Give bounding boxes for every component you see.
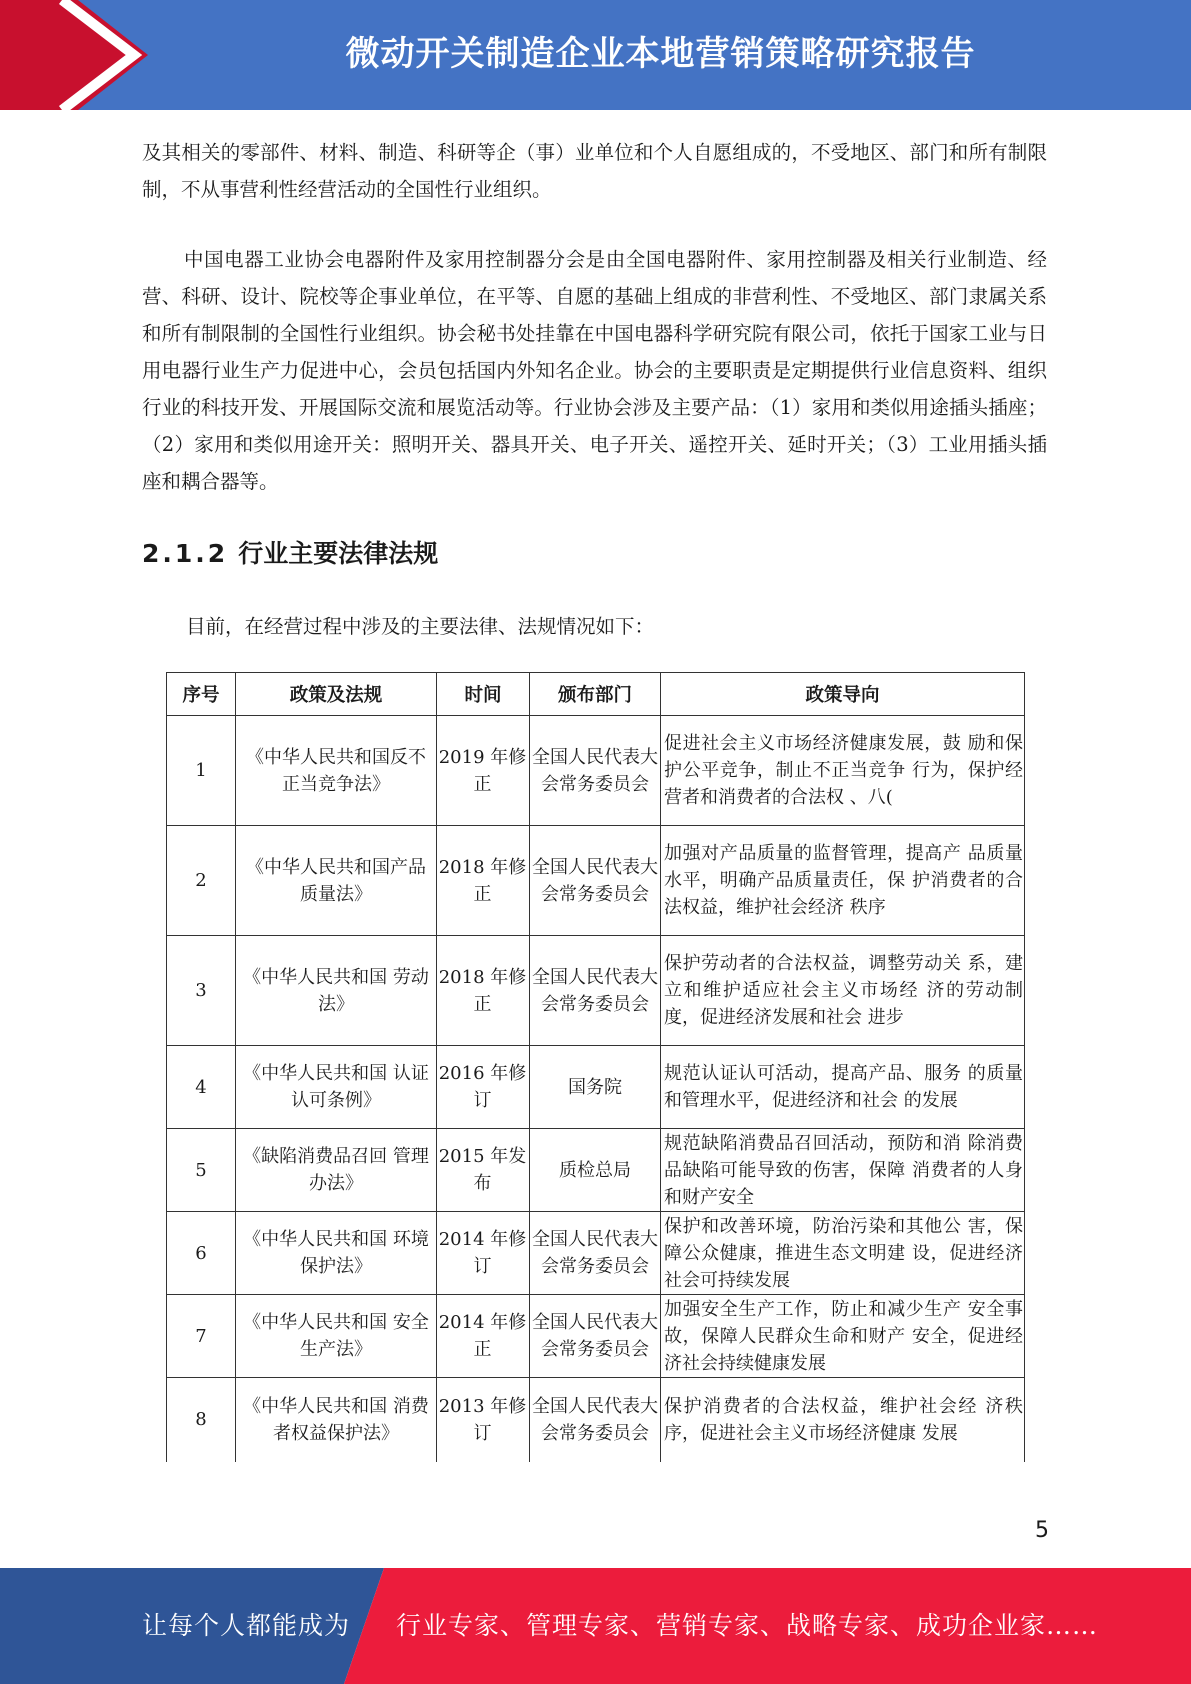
row-no: 3 xyxy=(167,936,236,1046)
row-policy: 规范认证认可活动，提高产品、服务 的质量和管理水平，促进经济和社会 的发展 xyxy=(661,1046,1025,1129)
section-title: 行业主要法律法规 xyxy=(238,539,439,568)
row-policy: 加强对产品质量的监督管理，提高产 品质量水平，明确产品质量责任，保 护消费者的合法权益，维护社会经济 秩序 xyxy=(661,826,1025,936)
laws-table xyxy=(166,672,1025,1462)
row-policy: 促进社会主义市场经济健康发展，鼓 励和保护公平竞争，制止不正当竞争 行为，保护经营者和消费者的合法权 、八( xyxy=(661,716,1025,826)
row-law: 《中华人民共和国 环境保护法》 xyxy=(236,1212,437,1295)
row-time: 2016 年修订 xyxy=(437,1046,530,1129)
page-number: 5 xyxy=(1035,1518,1049,1543)
row-law: 《中华人民共和国产品质量法》 xyxy=(236,826,437,936)
row-policy: 保护劳动者的合法权益，调整劳动关 系，建立和维护适应社会主义市场经 济的劳动制度，促进经济发展和社会 进步 xyxy=(661,936,1025,1046)
section-heading xyxy=(142,534,438,574)
header-policy: 政策导向 xyxy=(661,673,1025,716)
row-no: 7 xyxy=(167,1295,236,1378)
page-header xyxy=(0,0,1191,110)
row-dept: 全国人民代表大会常务委员会 xyxy=(530,1295,661,1378)
paragraph-continued: 及其相关的零部件、材料、制造、科研等企（事）业单位和个人自愿组成的，不受地区、部门和所有制限制，不从事营利性经营活动的全国性行业组织。 xyxy=(142,141,1047,201)
row-dept: 全国人民代表大会常务委员会 xyxy=(530,1212,661,1295)
row-no: 4 xyxy=(167,1046,236,1129)
table-intro: 目前，在经营过程中涉及的主要法律、法规情况如下： xyxy=(186,615,655,638)
row-dept: 全国人民代表大会常务委员会 xyxy=(530,936,661,1046)
row-policy: 加强安全生产工作，防止和减少生产 安全事故，保障人民群众生命和财产 安全，促进经济社会持续健康发展 xyxy=(661,1295,1025,1378)
row-dept: 国务院 xyxy=(530,1046,661,1129)
page-footer xyxy=(0,1568,1191,1684)
table-row xyxy=(167,1378,1025,1462)
row-no: 5 xyxy=(167,1129,236,1212)
row-policy: 保护消费者的合法权益，维护社会经 济秩序，促进社会主义市场经济健康 发展 xyxy=(661,1378,1025,1462)
table-row xyxy=(167,1212,1025,1295)
row-no: 6 xyxy=(167,1212,236,1295)
row-no: 1 xyxy=(167,716,236,826)
section-number: 2.1.2 xyxy=(142,539,229,568)
row-time: 2014 年修正 xyxy=(437,1295,530,1378)
row-time: 2013 年修订 xyxy=(437,1378,530,1462)
footer-slogan-left: 让每个人都能成为 xyxy=(142,1611,351,1640)
header-time: 时间 xyxy=(437,673,530,716)
row-law: 《中华人民共和国 安全生产法》 xyxy=(236,1295,437,1378)
row-law: 《缺陷消费品召回 管理办法》 xyxy=(236,1129,437,1212)
row-time: 2014 年修订 xyxy=(437,1212,530,1295)
row-law: 《中华人民共和国 消费者权益保护法》 xyxy=(236,1378,437,1462)
table-header-row xyxy=(167,673,1025,716)
row-time: 2018 年修正 xyxy=(437,826,530,936)
table-row xyxy=(167,716,1025,826)
row-time: 2019 年修正 xyxy=(437,716,530,826)
row-time: 2015 年发布 xyxy=(437,1129,530,1212)
footer-slogan-right: 行业专家、管理专家、营销专家、战略专家、成功企业家…… xyxy=(396,1611,1099,1640)
table-row xyxy=(167,1129,1025,1212)
row-law: 《中华人民共和国反不正当竞争法》 xyxy=(236,716,437,826)
table-row xyxy=(167,1295,1025,1378)
row-law: 《中华人民共和国 劳动法》 xyxy=(236,936,437,1046)
row-no: 8 xyxy=(167,1378,236,1462)
row-time: 2018 年修正 xyxy=(437,936,530,1046)
header-law: 政策及法规 xyxy=(236,673,437,716)
table-row xyxy=(167,826,1025,936)
row-law: 《中华人民共和国 认证认可条例》 xyxy=(236,1046,437,1129)
header-no: 序号 xyxy=(167,673,236,716)
row-dept: 全国人民代表大会常务委员会 xyxy=(530,826,661,936)
paragraph-association: 中国电器工业协会电器附件及家用控制器分会是由全国电器附件、家用控制器及相关行业制造、经营、科研、设计、院校等企事业单位，在平等、自愿的基础上组成的非营利性、不受地区、部门隶属关系和所有制限制的全国性行业组织。协会秘书处挂靠在中国电器科学研究院有限公司，依托于国家工业与日用电器行业生产力促进中心，会员包括国内外知名企业。协会的主要职责是定期提供行业信息资料、组织行业的科技开发、开展国际交流和展览活动等。行业协会涉及主要产品：（1）家用和类似用途插头插座；（2）家用和类似用途开关：照明开关、器具开关、电子开关、遥控开关、延时开关；（3）工业用插头插座和耦合器等。 xyxy=(142,248,1047,493)
document-title: 微动开关制造企业本地营销策略研究报告 xyxy=(345,34,976,74)
row-policy: 保护和改善环境，防治污染和其他公 害，保障公众健康，推进生态文明建 设，促进经济社会可持续发展 xyxy=(661,1212,1025,1295)
table-row xyxy=(167,936,1025,1046)
row-dept: 质检总局 xyxy=(530,1129,661,1212)
row-no: 2 xyxy=(167,826,236,936)
row-dept: 全国人民代表大会常务委员会 xyxy=(530,716,661,826)
row-policy: 规范缺陷消费品召回活动，预防和消 除消费品缺陷可能导致的伤害，保障 消费者的人身和财产安全 xyxy=(661,1129,1025,1212)
table-row xyxy=(167,1046,1025,1129)
row-dept: 全国人民代表大会常务委员会 xyxy=(530,1378,661,1462)
header-dept: 颁布部门 xyxy=(530,673,661,716)
